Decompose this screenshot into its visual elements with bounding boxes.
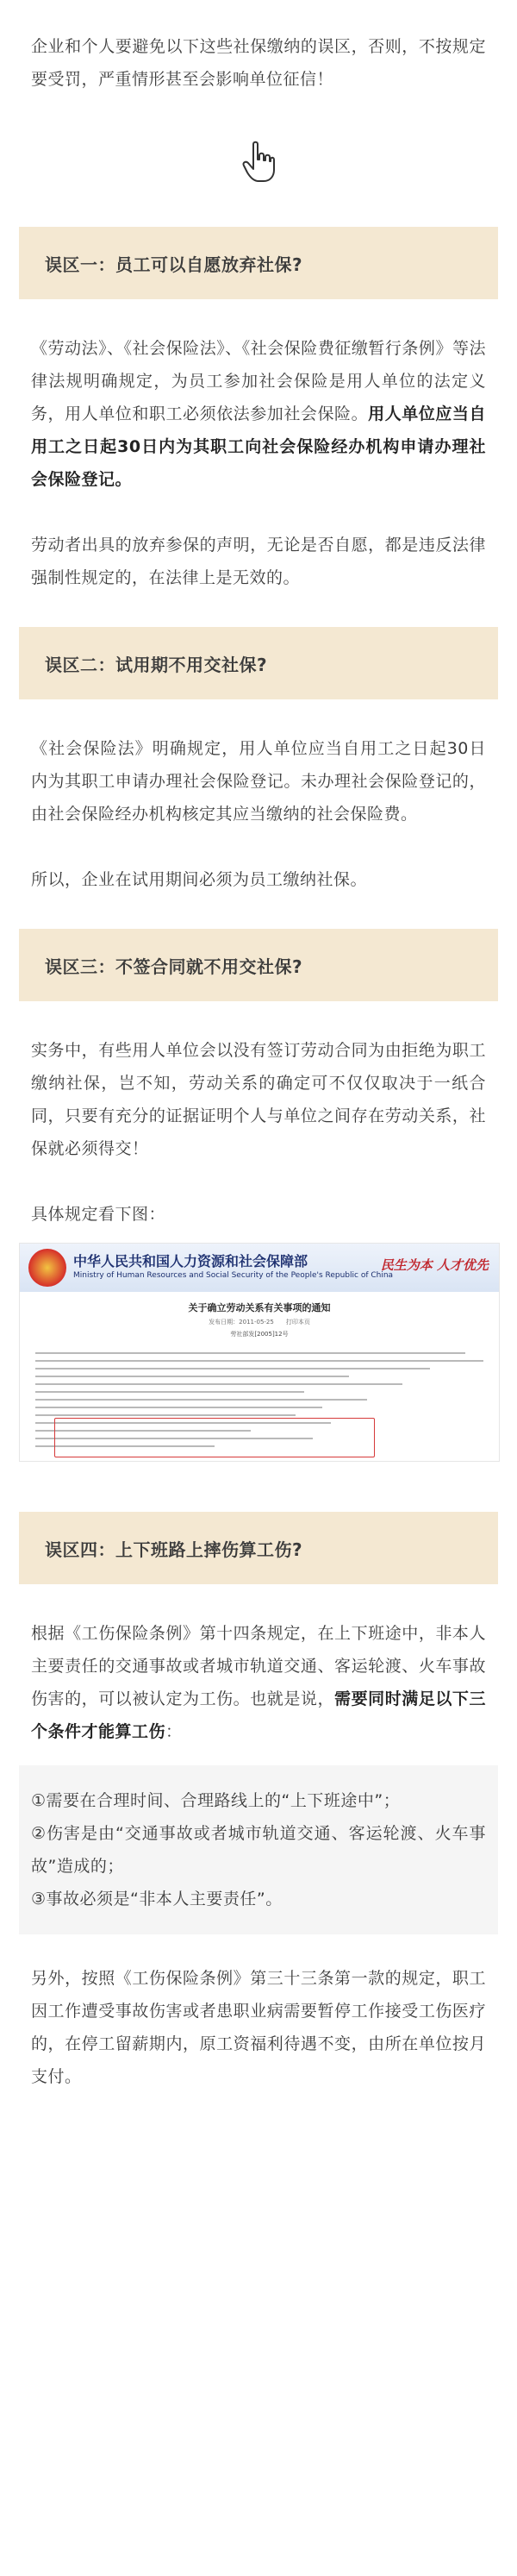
condition-item-1: ①需要在合理时间、合理路线上的“上下班途中”； [31, 1791, 401, 1810]
section3-paragraph1: 实务中，有些用人单位会以没有签订劳动合同为由拒绝为职工缴纳社保，岂不知，劳动关系的确定可不仅仅取决于一纸合同，只要有充分的证据证明个人与单位之间存在劳动关系，社保就必须得交！ [31, 1041, 486, 1158]
section4-para1-text: 根据《工伤保险条例》第十四条规定，在上下班途中，非本人主要责任的交通事故或者城市轨道交通、客运轮渡、火车事故伤害的，可以被认定为工伤。也就是说， [31, 1624, 486, 1708]
notice-number: 劳社部发[2005]12号 [230, 1331, 289, 1338]
section1-heading-box [19, 227, 498, 299]
section3-heading: 误区三：不签合同就不用交社保? [45, 956, 303, 977]
highlight-box [54, 1418, 375, 1457]
ministry-name-en: Ministry of Human Resources and Social Security of the People's Republic of China [73, 1271, 394, 1280]
conditions-box [19, 1765, 498, 1934]
ministry-name-cn: 中华人民共和国人力资源和社会保障部 [73, 1253, 308, 1269]
pointer-divider [0, 96, 517, 227]
notice-meta: 发布日期：2011-05-25 打印本页 [209, 1319, 310, 1326]
section2-heading-box [19, 627, 498, 699]
section4-heading-box [19, 1512, 498, 1584]
section2-paragraph1: 《社会保险法》明确规定，用人单位应当自用工之日起30日内为其职工申请办理社会保险登记。未办理社会保险登记的，由社会保险经办机构核定其应当缴纳的社会保险费。 [31, 739, 486, 824]
intro-paragraph: 企业和个人要避免以下这些社保缴纳的误区，否则，不按规定要受罚，严重情形甚至会影响单位征信！ [31, 37, 486, 89]
section2-heading: 误区二：试用期不用交社保? [45, 654, 268, 675]
national-emblem-icon [28, 1249, 66, 1287]
section3-paragraph2: 具体规定看下图： [31, 1205, 166, 1224]
condition-item-3: ③事故必须是“非本人主要责任”。 [31, 1890, 283, 1908]
section1-paragraph1 [31, 332, 486, 496]
section1-para1-text: 《劳动法》、《社会保险法》、《社会保险费征缴暂行条例》等法律法规明确规定，为员工参加社会保险是用人单位的法定义务，用人单位和职工必须依法参加社会保险。 [31, 339, 486, 423]
section4-para1-tail: ： [165, 1722, 183, 1741]
ministry-banner [20, 1244, 499, 1292]
section4-paragraph1 [31, 1617, 486, 1748]
section4-heading: 误区四：上下班路上摔伤算工伤? [45, 1539, 303, 1560]
notice-title: 关于确立劳动关系有关事项的通知 [188, 1302, 331, 1313]
conditions-list [31, 1784, 486, 1915]
condition-item-2: ②伤害是由“交通事故或者城市轨道交通、客运轮渡、火车事故”造成的； [31, 1824, 486, 1876]
section2-paragraph2: 所以，企业在试用期间必须为员工缴纳社保。 [31, 870, 368, 889]
ministry-slogan: 民生为本 人才优先 [380, 1257, 489, 1273]
hand-pointer-icon [241, 141, 276, 184]
section4-para1-bold: 需要同时满足以下三个条件才能算工伤 [31, 1689, 486, 1741]
section3-heading-box [19, 929, 498, 1001]
section1-paragraph2: 劳动者出具的放弃参保的声明，无论是否自愿，都是违反法律强制性规定的，在法律上是无效的。 [31, 536, 486, 587]
section1-heading: 误区一：员工可以自愿放弃社保? [45, 254, 303, 275]
notice-document-image [19, 1243, 500, 1462]
section4-paragraph2: 另外，按照《工伤保险条例》第三十三条第一款的规定，职工因工作遭受事故伤害或者患职业病需要暂停工作接受工伤医疗的，在停工留薪期内，原工资福利待遇不变，由所在单位按月支付。 [31, 1969, 486, 2086]
section1-para1-bold: 用人单位应当自用工之日起30日内为其职工向社会保险经办机构申请办理社会保险登记。 [31, 404, 486, 489]
